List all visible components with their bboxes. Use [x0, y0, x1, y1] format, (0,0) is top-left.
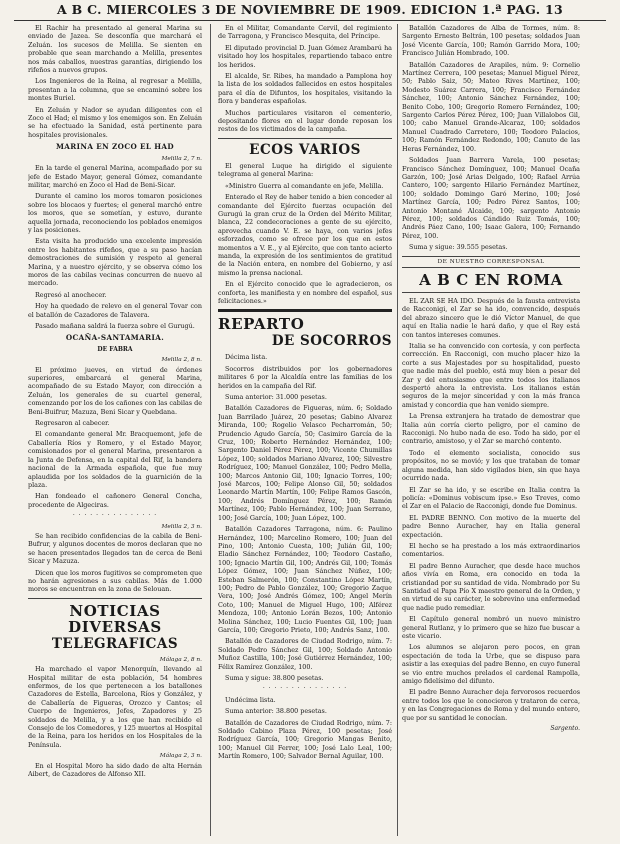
separator: · · · · · · · · · · · · · · · — [72, 512, 158, 520]
separator: · · · · · · · · · · · · · · · — [262, 685, 348, 693]
signature: Sargento. — [550, 725, 580, 733]
paragraph: En el Hospital Moro ha sido dado de alta Hernán Aibert, de Cazadores de Alfonso XII. — [28, 761, 202, 779]
section-title: NOTICIAS DIVERSAS — [68, 601, 162, 636]
paragraph: En Zeluán y Nador se ayudan diligentes con el Zoco el Had; el mismo y los enemigos son. En Zeluán se ha efectuado la Sanidad, está pertinente para hospitales provisionales. — [28, 105, 202, 139]
paragraph: Regresó al anochecer. — [35, 290, 107, 299]
paragraph: Los Ingenieros de la Reina, al regresar a Melilla, presentan a la columna, que se encaminó sobre los montes Buriel. — [28, 77, 202, 103]
section-title: REPARTO — [218, 315, 305, 334]
paragraph: Batallón Cazadores de Alba de Tormes, núm. 8: Sargento Ernesto Beltrán, 100 pesetas; soldados Juan José Vicente García, 100; Ramón Garrido Mora, 100; Francisco Julián Hombrado, 100. — [402, 24, 580, 58]
paragraph: El diputado provincial D. Juan Gómez Arambarú ha visitado hoy los hospitales, repartiendo tabaco entre los heridos. — [218, 43, 392, 69]
paragraph: El general Luque ha dirigido el siguiente telegrama al general Marina: — [218, 161, 392, 179]
paragraph: Dicen que los moros fugitivos se comprometen que no harán agresiones a sus cabilas. Más de 1.000 moros se encuentran en la zona de Selouan. — [28, 568, 202, 594]
paragraph: Décima lista. — [225, 353, 268, 362]
paragraph: «Ministro Guerra al comandante en jefe, Melilla. — [225, 181, 384, 190]
section-heading: MARINA EN ZOCO EL HAD — [55, 142, 175, 152]
paragraph: Todo el elemento socialista, conocido sus propósitos, no se movió; y los que trataban de tomar alguna medida, han sido vigilados bien, sin que haya ocurrido nada. — [402, 448, 580, 483]
paragraph: Italia se ha convencido con cortesía, y con perfecta corrección. En Racconigi, con mucho placer hizo la corte a sus Majestades por su hospitalidad, puesto que nadie más del pueblo, está muy bien a pesar del Zar y del entusiasmo que entre todos los italianos despertó ahora la entrevista. Los italianos están seguros de la mejor sinceridad y con la más franca amistad y concordia que han venido siempre. — [402, 342, 580, 409]
page-header — [14, 2, 606, 21]
divider — [28, 598, 202, 599]
dateline: Málaga 2, 8 n. — [159, 656, 202, 663]
paragraph: El Rachir ha presentado al general Marina su enviado de Jazea. Se desconfía que marchará el Zeluán. los sucesos de Melilla. Se sienten en probable que sean marchando a Melilla, presentes nos más caballos, nuestras garantías, dirigiendo los rifeños a nuevos grupos. — [28, 24, 202, 75]
divider — [218, 138, 392, 139]
paragraph: El comandante general Mr. Bracquemont, jefe de Caballería Ríos y Romero, y el Estado Mayor, comisionados por el general Marina, presentaron a la Junta de Defensa, en la capital del Rif, la bandera nacional de la Armada española, que fue muy aplaudida por los soldados de la guarnición de la plaza. — [28, 430, 202, 489]
section-title-2: TELEGRAFICAS — [51, 635, 179, 652]
dateline: Melilla 2, 3 n. — [161, 523, 202, 530]
paragraph: En el Militar, Comandante Cervil, del regimiento de Tarragona, y Francisco Mesquita, del Príncipe. — [218, 24, 392, 41]
paragraph: Los alumnos se alejaron pero pocos, en gran espectación de toda la Urbe, que se dispuso para asistir a las exequias del padre Benno, en cuyo funeral se vio entre muchos prelados el cardenal Rampolla, amigo fidelísimo del difunto. — [402, 643, 580, 686]
signature-heading: OCAÑA-SANTAMARIA. — [65, 333, 165, 343]
column-rule — [397, 24, 398, 836]
paragraph: Batallón de Cazadores de Ciudad Rodrigo, núm. 7: Soldado Pedro Sánchez Gil, 100; Soldado Antonio Muñoz Castilla, 100; José Gutiérrez Hernández, 100; Félix Ramírez González, 100. — [218, 637, 392, 671]
divider — [218, 309, 392, 312]
agency-heading: DE FABRA — [97, 345, 133, 353]
paragraph: Suma anterior: 38.800 pesetas. — [225, 707, 327, 716]
paragraph: Ha marchado el vapor Menorquín, llevando al Hospital militar de esta población, 54 hombres enfermos, de los que pertenecen a los batallones Cazadores de Estella, Barcelona, Ríos y González, y de Caballería de Figueras, Orozco y Cantos; el Cuerpo de Ingenieros, Jefes, Zapadores y 25 soldados de Melilla, y a los que han recibido el Consejo de los Comedores, y 125 muertos al Hospital de la Reina, para los heridos en los Hospitales de la Península. — [28, 665, 202, 749]
paragraph: Batallón Cazadores Tarragona, núm. 6: Paulino Hernández, 100; Marcelino Romero, 100; Juan del Pino, 100; Antonio Cuesta, 100; Julián Gil, 100; Eladio Sánchez Fernández, 100; Teodoro Castaño, 100; Ignacio Martín Gil, 100; Andrés Gil, 100; Tomás López Gómez, 100; Juan Sánchez Núñez, 100; Esteban Salmerón, 100; Constantino López Martín, 100; Pedro de Pablo González, 100; Gregorio Zaque Vera, 100; José Andrés Gómez, 100; Angel Merín Coto, 100; Manuel de Miguel Hugo, 100; Alférez Mendoza, 100; Antonio Lorán Bezos, 100; Antonio Molina Sánchez, 100; Lucio Fuentes Gil, 100; Juan García, 100; Gregorio Prieto, 100; Andrés Sanz, 100. — [218, 525, 392, 634]
paragraph: En el Ejército conocido que le agradecieron, os conforta, les manifiesta y en nombre del español, sus felicitaciones.» — [218, 280, 392, 305]
dateline: Melilla 2, 7 n. — [161, 155, 202, 162]
paragraph: El próximo jueves, en virtud de órdenes superiores, embarcará el general Marina, acompañado de su Estado Mayor, con dirección a Zeluán, los generales de su cuartel general, comenzando por los de los cañones con las cabilas de Beni-Buifrur, Mazuza, Beni Sicar y Quebdana. — [28, 365, 202, 416]
paragraph: Suma anterior: 31.000 pesetas. — [225, 393, 327, 401]
paragraph: Durante el camino los moros tomaron posiciones sobre los blocaos y fuertes; el general marchó entre los moros, que se sometían, y estuvo, durante aquella jornada, reconociendo los poblados enemigos y las posiciones. — [28, 192, 202, 234]
dateline: Málaga 2, 3 n. — [159, 753, 202, 760]
page-header-title: A B C. MIERCOLES 3 DE NOVIEMBRE DE 1909. EDICION 1.ª PAG. 13 — [56, 2, 564, 17]
paragraph: Batallón de Cazadores de Ciudad Rodrigo, núm. 7: Soldado Cabino Plaza Pérez, 100 pesetas; José Rodríguez García, 100; Gregorio Mangas Benito, 100; Manuel Gil Ferrer, 100; José Lalo Leal, 100; Martín Romero, 100; Salvador Bernal Aguilar, 100. — [218, 718, 392, 761]
section-title: A B C EN ROMA — [419, 270, 563, 289]
paragraph: Enterado el Rey de haber tenido a bien conceder al comandante del Ejército fuerzas ocupación del Gurugú la gran cruz de la Orden del Mérito Militar, blanca, 22 condecoraciones a gente de su ejército, aprovecha cuando V. E. se haya, con varios jefes esforzados, como se ofrece por los que en estos momentos a V. E., y al Ejército, que con tanto acierto manda, la expresión de los sentimientos de gratitud de la Nación entera, en nombre del Gobierno, y así mismo la prensa nacional. — [218, 193, 392, 277]
paragraph: En la tarde el general Marina, acompañado por su jefe de Estado Mayor, general Gómez, comandante militar, marchó en Zoco el Had de Beni-Sicar. — [28, 164, 202, 189]
paragraph: El padre Benno Auracher, que desde hace muchos años vivía en Roma, era conocido en toda la cristiandad por su santidad de vida. Nombrado por Su Santidad el Papa Pío X maestro general de la Orden, y en virtud de su carácter, le sobrevino una enfermedad que nadie pudo remediar. — [402, 561, 580, 612]
column-1 — [28, 24, 202, 838]
paragraph: Socorros distribuidos por los gobernadores militares 6 por la Alcaldía entre las familias de los heridos en la campaña del Rif. — [218, 364, 392, 390]
paragraph: El Zar se ha ido, y se escribe en Italia contra la policía: «Dominus vobiscum ipse.» Eso Treves, como el Zar en el Palacio de Racconigi, donde fue Dominus. — [402, 485, 580, 511]
paragraph: La Prensa extranjera ha tratado de demostrar que Italia aún corría cierto peligro, por el camino de Racconigi. No hubo nada de eso. Todo ha sido, por el contrario, amistoso, y el Zar se marchó contento. — [402, 412, 580, 446]
correspondent-label: DE NUESTRO CORRESPONSAL — [402, 256, 580, 268]
paragraph: Suma y sigue: 39.555 pesetas. — [409, 243, 508, 252]
paragraph: Soldados Juan Barrera Varela, 100 pesetas; Francisco Sánchez Domínguez, 100; Manuel Ocaña Garzón, 100; José Arias Delgado, 100; Rafael Arrúa Cantero, 100; sargento Hilario Fernández Martínez, 100; soldado Domingo Garó Merino, 100; José Martínez García, 100; Pedro Pérez Santos, 100; Antonio Montané Alcaide, 100; sargento Antonio Pérez, 100; soldados Cándido Ruiz Tomás, 100; Andrés Páez Cano, 100; Isaac Galera, 100; Fernando Pérez, 100. — [402, 156, 580, 240]
paragraph: El Capítulo general nombró un nuevo ministro general Rutlanz, y lo primero que se hizo fue buscar a este vicario. — [402, 615, 580, 640]
paragraph: EL ZAR SE HA IDO. Después de la fausta entrevista de Racconigi, el Zar se ha ido, convencido, después del abrazo sincero que le dió Víctor Manuel, de que aquí en Italia nadie le hará daño, y que el Rey está con tantos intereses comunes. — [402, 296, 580, 339]
column-rule — [210, 24, 211, 836]
section-title-2: DE SOCORROS — [271, 333, 392, 350]
paragraph: Pasado mañana saldrá la fuerza sobre el Gurugú. — [35, 322, 195, 330]
paragraph: Muchos particulares visitaron el cementerio, depositando flores en el lugar donde reposan los restos de los victimados de la campaña. — [218, 108, 392, 134]
column-2 — [218, 24, 392, 838]
paragraph: El alcalde, Sr. Ribes, ha mandado a Pamplona hoy la lista de los soldados fallecidos en estos hospitales para el día de Difuntos, los hospitales, visitando la flora y banderas españolas. — [218, 72, 392, 106]
paragraph: Han fondeado el cañonero General Concha, procedente de Algeciras. — [28, 492, 202, 509]
dateline: Melilla 2, 8 n. — [161, 357, 202, 364]
paragraph: Undécima lista. — [225, 695, 276, 704]
column-3 — [402, 24, 580, 838]
paragraph: Se han recibido confidencias de la cabila de Beni-Bufrur, y algunos docentes de moros declaran que no se hacen presentados llegados tan de cerca de Beni Sicar y Mazuza. — [28, 531, 202, 566]
paragraph: El padre Benno Auracher deja fervorosos recuerdos entre todos los que le conocieron y trataron de cerca, y en las Congregaciones de Roma y del mundo entero, que por su santidad le conocían. — [402, 688, 580, 722]
paragraph: Hoy ha quedado de relevo en el general Tovar con el batallón de Cazadores de Talavera. — [28, 302, 202, 319]
paragraph: Regresaron al cabecer. — [35, 419, 110, 428]
paragraph: Batallón Cazadores de Arapiles, núm. 9: Cornelio Martínez Cerrera, 100 pesetas; Manuel Miguel Pérez, 50; Pablo Saiz, 50; Mateo Rives Martínez, 100; Modesto Suárez Carrera, 100; Francisco Fernández Sánchez, 100; Antonio Sánchez Fernández, 100; Benito Cobo, 100; Gregorio Romero Fernández, 100; Sargento Carlos Pérez Pérez, 100; Juan Villalobos Gil, 100; cabo Manuel Grande-Alcaraz, 100; soldados Manuel Cuadrado Carretero, 100; Teodoro Palacios, 100; Ramón Fernández Redondo, 100; Canuto de las Heras Fernández, 100. — [402, 60, 580, 153]
paragraph: Esta visita ha producido una excelente impresión entre los habitantes rifeños, que a su paso hacían demostraciones de sumisión y respeto al general Marina, y a nuestro ejército, y se observa cómo los moros de las cabilas vecinas concurren de nuevo al mercado. — [28, 237, 202, 288]
divider — [402, 292, 580, 293]
paragraph: Suma y sigue: 38.800 pesetas. — [225, 674, 324, 682]
paragraph: Batallón Cazadores de Figueras, núm. 6; Soldado Juan Barrilado Juárez, 20 pesetas; Gabino Alvarez Miranda, 100; Rogelio Velasco Pecharromán, 50; Prudencio Agudo García, 50; Casimiro García de la Cruz, 100; Roberto Hernández Hernández, 100; Sargento Daniel Pérez Pérez, 100; Vicente Chumillas López, 100; soldados Mariano Alvarez, 100; Silvestre Rodríguez, 100; Manuel González, 100; Pedro Mella, 100; Marcos Antonio Gil, 100; Ignacio Torres, 100; José Marcos, 100; Felipe Alonso Gil, 50; soldados Leonardo Martín Martín, 100; Felipe Ramos Gascón, 100; Andrés Domínguez Pérez, 100; Ramón Martínez, 100; Pablo Hernández, 100; Juan Serrano, 100; José García, 100; Juan López, 100. — [218, 404, 392, 522]
section-title: ECOS VARIOS — [249, 141, 361, 158]
paragraph: El hecho se ha prestado a los más extraordinarios comentarios. — [402, 541, 580, 559]
paragraph: EL PADRE BENNO. Con motivo de la muerte del padre Benno Auracher, hay en Italia general expectación. — [402, 513, 580, 539]
